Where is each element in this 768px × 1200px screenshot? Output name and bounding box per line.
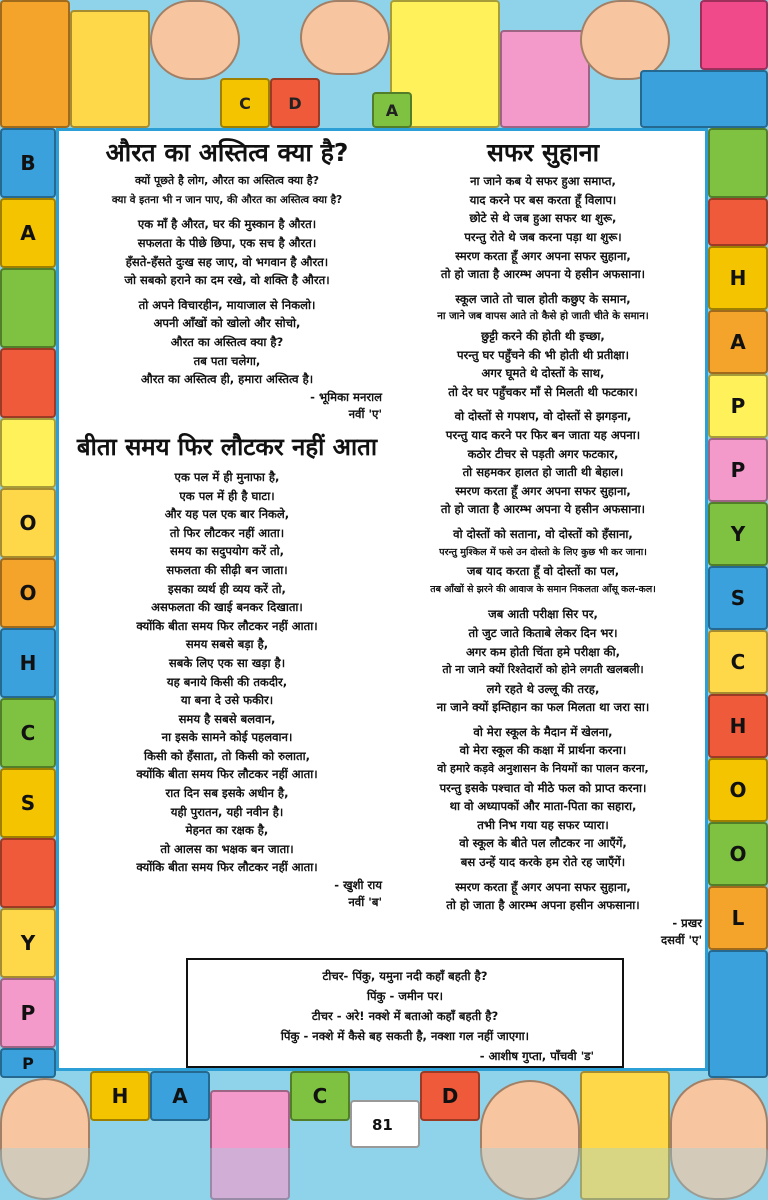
poem-line: तो देर घर पहुँचकर माँ से मिलती थी फटकार। <box>448 384 638 399</box>
block-letter: S <box>0 768 56 838</box>
poem2-title: बीता समय फिर लौटकर नहीं आता <box>76 432 378 461</box>
block-letter: O <box>0 488 56 558</box>
poem-line: समय है सबसे बलवान, <box>178 711 276 726</box>
poem-line: तो हो जाता है आरम्भ अपना ये हसीन अफसाना। <box>440 502 646 517</box>
poem2-author: - खुशी राय <box>334 878 382 893</box>
block-letter: A <box>708 310 768 374</box>
block-letter: S <box>708 566 768 630</box>
poem3-class: दसवीं 'ए' <box>661 932 702 947</box>
block-letter: C <box>220 78 270 128</box>
block-letter: L <box>708 886 768 950</box>
poem1-stanza <box>62 215 392 289</box>
block-letter: P <box>0 1048 56 1078</box>
poem-line: वो हमारे कड़वे अनुशासन के नियमों का पालन करना, <box>437 762 649 776</box>
poem-line: स्मरण करता हूँ अगर अपना सफर सुहाना, <box>455 879 631 894</box>
poem-line: रात दिन सब इसके अधीन है, <box>165 786 289 801</box>
poem-line: या बना दे उसे फकीर। <box>180 693 274 708</box>
poem-line: यह बनाये किसी की तकदीर, <box>166 674 288 689</box>
poem-line: वो स्कूल के बीते पल लौटकर ना आएँगें, <box>459 836 627 851</box>
poem-line: समय सबसे बड़ा है, <box>185 637 269 652</box>
block-letter: C <box>290 1071 350 1121</box>
left-column <box>62 140 392 911</box>
decor-block <box>640 70 768 128</box>
poem-line: अपनी आँखों को खोलो और सोचो, <box>153 316 301 331</box>
poem-line: तो हो जाता है आरम्भ अपना हसीन अफसाना। <box>446 898 640 913</box>
poem-line: बस उन्हें याद करके हम रोते रह जाएँगें। <box>460 855 626 870</box>
poem-line: परन्तु इसके पश्चात वो मीठे फल को प्राप्त करना। <box>439 780 647 795</box>
poem-line: ना इसके सामने कोई पहलवान। <box>161 730 293 745</box>
kid-face-decor <box>300 0 390 75</box>
poem3-stanza <box>384 407 702 519</box>
block-letter: D <box>420 1071 480 1121</box>
block-letter: P <box>708 438 768 502</box>
poem-line: परन्तु रोते थे जब करना पड़ा था शुरू। <box>464 230 622 245</box>
decor-block <box>700 0 768 70</box>
poem-line: तो आलस का भक्षक बन जाता। <box>160 841 294 856</box>
poem-line: लगे रहते थे उल्लू की तरह, <box>486 681 600 696</box>
block-letter: A <box>150 1071 210 1121</box>
joke-line: पिंकु - जमीन पर। <box>366 989 444 1003</box>
block-letter: H <box>708 246 768 310</box>
poem-line: ना जाने जब वापस आते तो कैसे हो जाती चीते के समान। <box>437 311 649 323</box>
decor-block <box>70 10 150 128</box>
poem-line: याद करने पर बस करता हूँ विलाप। <box>469 192 617 207</box>
block-letter: H <box>0 628 56 698</box>
poem-line: वो मेरा स्कूल की कक्षा में प्रार्थना करना। <box>459 743 627 758</box>
block-letter: O <box>708 758 768 822</box>
poem-line: स्मरण करता हूँ अगर अपना सफर सुहाना, <box>455 483 631 498</box>
poem-line: क्यों पूछते है लोग, औरत का अस्तित्व क्या है? <box>135 174 319 188</box>
poem-line: था वो अध्यापकों और माता-पिता का सहारा, <box>449 799 637 814</box>
poem-line: परन्तु याद करने पर फिर बन जाता यह अपना। <box>445 427 641 442</box>
block-letter: O <box>708 822 768 886</box>
poem3-stanza <box>384 878 702 915</box>
poem-line: किसी को हँसाता, तो किसी को रुलाता, <box>144 748 310 763</box>
poem3-title: सफर सुहाना <box>486 138 600 167</box>
kid-face-decor <box>580 0 670 80</box>
poem-line: क्योंकि बीता समय फिर लौटकर नहीं आता। <box>136 767 318 782</box>
poem2-class: नवीं 'ब' <box>348 895 382 910</box>
poem-line: और यह पल एक बार निकले, <box>164 507 290 522</box>
poem1-title: औरत का अस्तित्व क्या है? <box>105 138 349 167</box>
kid-face-decor <box>150 0 240 80</box>
joke-line: टीचर - अरे! नक्शे में बताओ कहाँ बहती है? <box>311 1009 499 1023</box>
decor-block <box>0 0 70 128</box>
poem-line: एक माँ है औरत, घर की मुस्कान है औरत। <box>137 217 317 232</box>
poem-line: औरत का अस्तित्व ही, हमारा अस्तित्व है। <box>140 372 314 387</box>
poem3-stanza <box>384 290 702 402</box>
block-letter: P <box>708 374 768 438</box>
poem3-author: - प्रखर <box>672 915 702 930</box>
poem2-body <box>62 468 392 877</box>
poem-line: कठोर टीचर से पड़ती अगर फटकार, <box>467 446 619 461</box>
poem3-stanza <box>384 525 702 599</box>
decor-block <box>708 950 768 1078</box>
block-letter: A <box>0 198 56 268</box>
poem-line: ना जाने कब ये सफर हुआ समाप्त, <box>470 174 616 189</box>
block-letter: C <box>708 630 768 694</box>
poem-line: तब आँखों से झरने की आवाज के समान निकलता आँसू कल-कल। <box>430 583 656 595</box>
poem-line: सबके लिए एक सा खड़ा है। <box>168 655 286 670</box>
poem-line: तो अपने विचारहीन, मायाजाल से निकलो। <box>138 297 316 312</box>
decor-block <box>0 348 56 418</box>
poem1-author: - भूमिका मनराल <box>310 389 382 404</box>
poem-line: वो मेरा स्कूल के मैदान में खेलना, <box>473 724 613 739</box>
block-letter: B <box>0 128 56 198</box>
poem-line: तो फिर लौटकर नहीं आता। <box>169 525 285 540</box>
block-letter: O <box>0 558 56 628</box>
page-number: 81 <box>372 1116 393 1134</box>
poem-line: परन्तु घर पहुँचने की भी होती थी प्रतीक्षा। <box>456 347 630 362</box>
right-column <box>384 140 702 949</box>
poem-line: जो सबको हराने का दम रखे, वो शक्ति है औरत। <box>124 273 330 288</box>
poem-line: परन्तु मुश्किल में फसे उन दोस्तो के लिए कुछ भी कर जाना। <box>439 546 647 558</box>
poem-line: हँसते-हँसते दुःख सह जाए, वो भगवान है औरत। <box>125 254 329 269</box>
poem-line: छुट्टी करने की होती थी इच्छा, <box>481 329 605 343</box>
decor-block <box>500 30 590 128</box>
poem-line: जब आती परीक्षा सिर पर, <box>488 607 598 622</box>
decor-block <box>0 418 56 488</box>
poem-line: वो दोस्तों को सताना, वो दोस्तों को हँसाना, <box>453 526 633 541</box>
joke-line: टीचर- पिंकु, यमुना नदी कहाँ बहती है? <box>322 969 488 983</box>
poem-line: अगर घूमते थे दोस्तों के साथ, <box>481 366 605 381</box>
poem-line: तभी निभ गया यह सफर प्यारा। <box>477 817 609 832</box>
poem3-stanza <box>384 605 702 717</box>
poem-line: स्मरण करता हूँ अगर अपना सफर सुहाना, <box>455 248 631 263</box>
block-letter: C <box>0 698 56 768</box>
poem-line: इसका व्यर्थ ही व्यय करें तो, <box>168 581 286 596</box>
poem-line: औरत का अस्तित्व क्या है? <box>170 335 284 349</box>
poem1-stanza <box>62 296 392 389</box>
decor-strip <box>0 1148 768 1200</box>
poem-line: क्या वे इतना भी न जान पाए, की औरत का अस्तित्व क्या है? <box>111 193 343 206</box>
poem-line: स्कूल जाते तो चाल होती कछुए के समान, <box>455 291 631 306</box>
poem-line: मेहनत का रक्षक है, <box>185 823 269 838</box>
poem-line: तो सहमकर हालत हो जाती थी बेहाल। <box>462 465 624 480</box>
block-letter: Y <box>708 502 768 566</box>
poem-line: सफलता के पीछे छिपा, एक सच है औरत। <box>137 236 317 251</box>
poem-line: छोटे से थे जब हुआ सफर था शुरू, <box>469 211 617 226</box>
poem-line: एक पल में ही है घाटा। <box>179 488 275 503</box>
poem1-class: नवीं 'ए' <box>348 406 382 421</box>
poem-line: जब याद करता हूँ वो दोस्तों का पल, <box>466 564 620 579</box>
poem-line: तब पता चलेगा, <box>193 353 261 368</box>
poem-line: वो दोस्तों से गपशप, वो दोस्तों से झगड़ना, <box>454 409 632 424</box>
poem-line: ना जाने क्यों इम्तिहान का फल मिलता था जरा सा। <box>436 700 650 715</box>
poem-line: सफलता की सीढ़ी बन जाता। <box>166 562 288 577</box>
poem-line: यही पुरातन, यही नवीन है। <box>170 804 284 819</box>
poem-line: तो हो जाता है आरम्भ अपना ये हसीन अफसाना। <box>440 267 646 282</box>
block-letter: Y <box>0 908 56 978</box>
poem3-stanza <box>384 723 702 872</box>
block-letter: D <box>270 78 320 128</box>
poem1-stanza <box>62 172 392 209</box>
poem-line: असफलता की खाई बनकर दिखाता। <box>151 600 303 615</box>
block-letter: A <box>372 92 412 128</box>
joke-line: पिंकु - नक्शे में कैसे बह सकती है, नक्शा गल नहीं जाएगा। <box>280 1029 530 1043</box>
joke-box <box>186 958 624 1068</box>
poem-line: समय का सदुपयोग करें तो, <box>169 544 285 559</box>
poem-line: अगर कम होती चिंता हमे परीक्षा की, <box>466 644 620 659</box>
decor-block <box>708 198 768 246</box>
block-letter: H <box>90 1071 150 1121</box>
poem-line: क्योंकि बीता समय फिर लौटकर नहीं आता। <box>136 618 318 633</box>
block-letter: P <box>0 978 56 1048</box>
block-letter: H <box>708 694 768 758</box>
joke-author: - आशीष गुप्ता, पाँचवी 'ड' <box>479 1049 594 1063</box>
poem-line: तो ना जाने क्यों रिश्तेदारों को होने लगती खलबली। <box>442 663 644 677</box>
poem-line: क्योंकि बीता समय फिर लौटकर नहीं आता। <box>136 860 318 875</box>
decor-block <box>0 838 56 908</box>
decor-block <box>708 128 768 198</box>
decor-block <box>0 268 56 348</box>
poem-line: तो जुट जाते किताबे लेकर दिन भर। <box>468 625 618 640</box>
poem-line: एक पल में ही मुनाफा है, <box>174 469 280 484</box>
poem3-stanza <box>384 172 702 284</box>
